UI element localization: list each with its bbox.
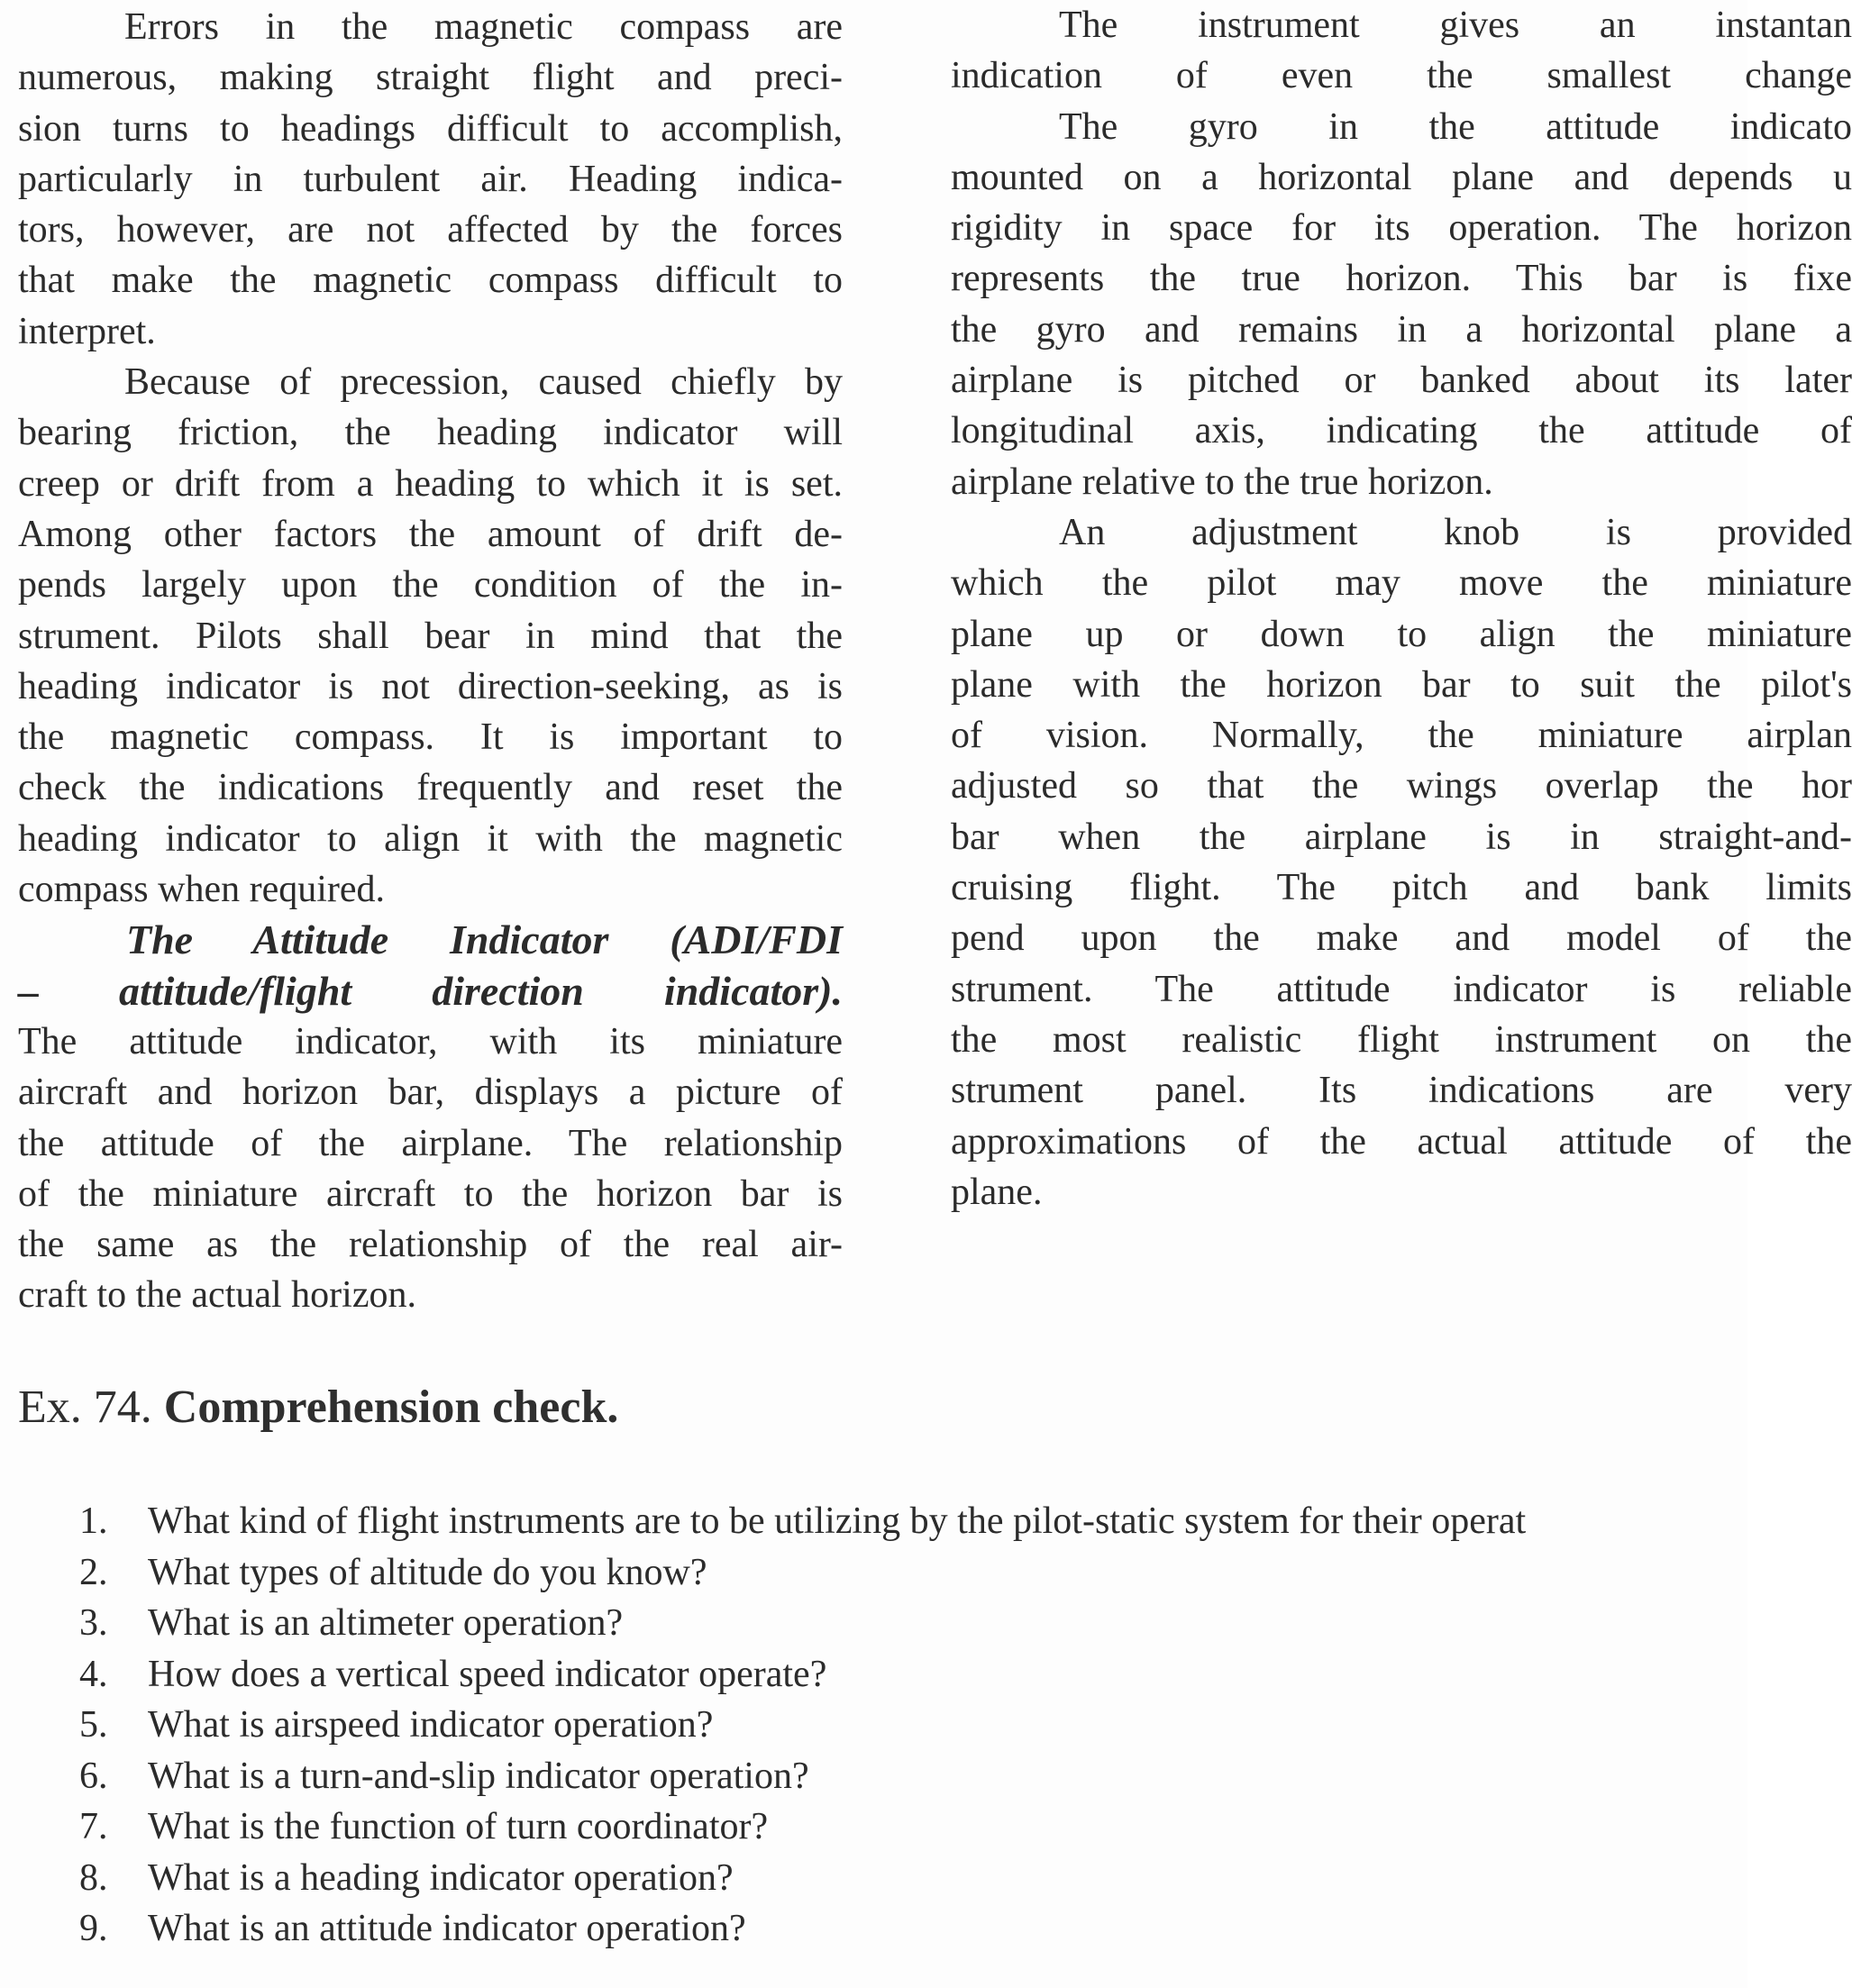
question-number: 8.	[79, 1856, 108, 1899]
text-line: plane up or down to align the miniature	[951, 613, 1852, 655]
text-line: numerous, making straight flight and preci-	[18, 57, 843, 99]
text-line: strument. The attitude indicator is reliable	[951, 968, 1852, 1010]
text-line: strument panel. Its indications are very	[951, 1070, 1852, 1112]
list-item	[79, 1649, 1747, 1701]
text-line: the attitude of the airplane. The relationship	[18, 1122, 843, 1164]
question-number: 4.	[79, 1653, 108, 1695]
text-line: compass when required.	[18, 869, 386, 911]
text-line: heading indicator to align it with the magnetic	[18, 817, 843, 860]
section-heading: The Attitude Indicator (ADI/FDI	[126, 916, 843, 963]
question-number: 3.	[79, 1602, 108, 1644]
list-item	[79, 1903, 1747, 1955]
question-number: 9.	[79, 1908, 108, 1949]
text-line: sion turns to headings difficult to accomplish,	[18, 107, 843, 150]
text-line: The gyro in the attitude indicato	[1059, 105, 1852, 148]
question-text: What kind of flight instruments are to be utilizing by the pilot-static system for their operat	[148, 1500, 1527, 1542]
text-line: the same as the relationship of the real air-	[18, 1224, 843, 1266]
text-line: of the miniature aircraft to the horizon bar is	[18, 1172, 843, 1215]
text-line: approximations of the actual attitude of the	[951, 1120, 1852, 1163]
text-line: that make the magnetic compass difficult to	[18, 260, 843, 302]
question-number: 6.	[79, 1755, 108, 1797]
text-line: An adjustment knob is provided	[1059, 511, 1852, 553]
question-number: 7.	[79, 1806, 108, 1847]
question-text: What is airspeed indicator operation?	[148, 1704, 714, 1746]
list-item	[79, 1547, 1747, 1599]
text-line: represents the true horizon. This bar is fixe	[951, 258, 1852, 300]
text-line: check the indications frequently and reset the	[18, 767, 843, 809]
exercise-heading	[18, 1381, 618, 1434]
text-line: tors, however, are not affected by the forces	[18, 209, 843, 251]
list-item	[79, 1853, 1747, 1904]
question-text: What is an altimeter operation?	[148, 1602, 624, 1644]
text-line: Among other factors the amount of drift de-	[18, 513, 843, 555]
text-line: longitudinal axis, indicating the attitude of	[951, 410, 1852, 452]
text-line: pends largely upon the condition of the in-	[18, 564, 843, 606]
text-line: the gyro and remains in a horizontal plane a	[951, 308, 1852, 351]
questions-list	[79, 1496, 1747, 1955]
text-line: the magnetic compass. It is important to	[18, 716, 843, 759]
text-line: rigidity in space for its operation. The horizon	[951, 207, 1852, 250]
text-line: Errors in the magnetic compass are	[124, 6, 843, 48]
text-line: adjusted so that the wings overlap the hor	[951, 765, 1852, 807]
text-line: pend upon the make and model of the	[951, 917, 1852, 960]
text-line: strument. Pilots shall bear in mind that the	[18, 615, 843, 657]
text-line: particularly in turbulent air. Heading indica-	[18, 158, 843, 200]
text-line: airplane relative to the true horizon.	[951, 461, 1493, 503]
text-line: cruising flight. The pitch and bank limits	[951, 867, 1852, 909]
section-heading: – attitude/flight direction indicator).	[18, 967, 843, 1014]
text-line: The attitude indicator, with its miniature	[18, 1020, 843, 1062]
text-line: of vision. Normally, the miniature airplan	[951, 715, 1852, 757]
text-line: plane.	[951, 1171, 1043, 1213]
list-item	[79, 1751, 1747, 1802]
question-text: What is a turn-and-slip indicator operation?	[148, 1755, 809, 1797]
text-line: The instrument gives an instantan	[1059, 5, 1852, 46]
exercise-title: Comprehension check.	[163, 1382, 619, 1433]
text-line: airplane is pitched or banked about its later	[951, 360, 1852, 402]
exercise-label: Ex. 74.	[18, 1382, 152, 1433]
text-line: interpret.	[18, 310, 156, 352]
list-item	[79, 1598, 1747, 1649]
question-text: How does a vertical speed indicator operate?	[148, 1653, 827, 1695]
text-line: bearing friction, the heading indicator will	[18, 412, 843, 454]
question-number: 5.	[79, 1704, 108, 1746]
question-number: 1.	[79, 1500, 108, 1542]
list-item	[79, 1496, 1747, 1547]
list-item	[79, 1700, 1747, 1751]
text-line: bar when the airplane is in straight-and-	[951, 816, 1852, 858]
question-text: What is the function of turn coordinator?	[148, 1806, 769, 1847]
text-line: Because of precession, caused chiefly by	[124, 361, 843, 404]
text-line: aircraft and horizon bar, displays a picture of	[18, 1072, 843, 1114]
text-line: craft to the actual horizon.	[18, 1274, 416, 1317]
question-number: 2.	[79, 1551, 108, 1593]
text-line: which the pilot may move the miniature	[951, 562, 1852, 605]
text-line: indication of even the smallest change	[951, 55, 1852, 97]
text-line: the most realistic flight instrument on the	[951, 1018, 1852, 1061]
text-line: mounted on a horizontal plane and depends u	[951, 156, 1852, 198]
question-text: What is an attitude indicator operation?	[148, 1908, 746, 1949]
text-line: heading indicator is not direction-seeking, as is	[18, 665, 843, 707]
question-text: What is a heading indicator operation?	[148, 1856, 734, 1899]
right-column	[951, 0, 1852, 1217]
list-item	[79, 1801, 1747, 1853]
question-text: What types of altitude do you know?	[148, 1551, 707, 1593]
text-line: plane with the horizon bar to suit the pilot's	[951, 663, 1852, 706]
text-line: creep or drift from a heading to which it is set.	[18, 462, 843, 505]
